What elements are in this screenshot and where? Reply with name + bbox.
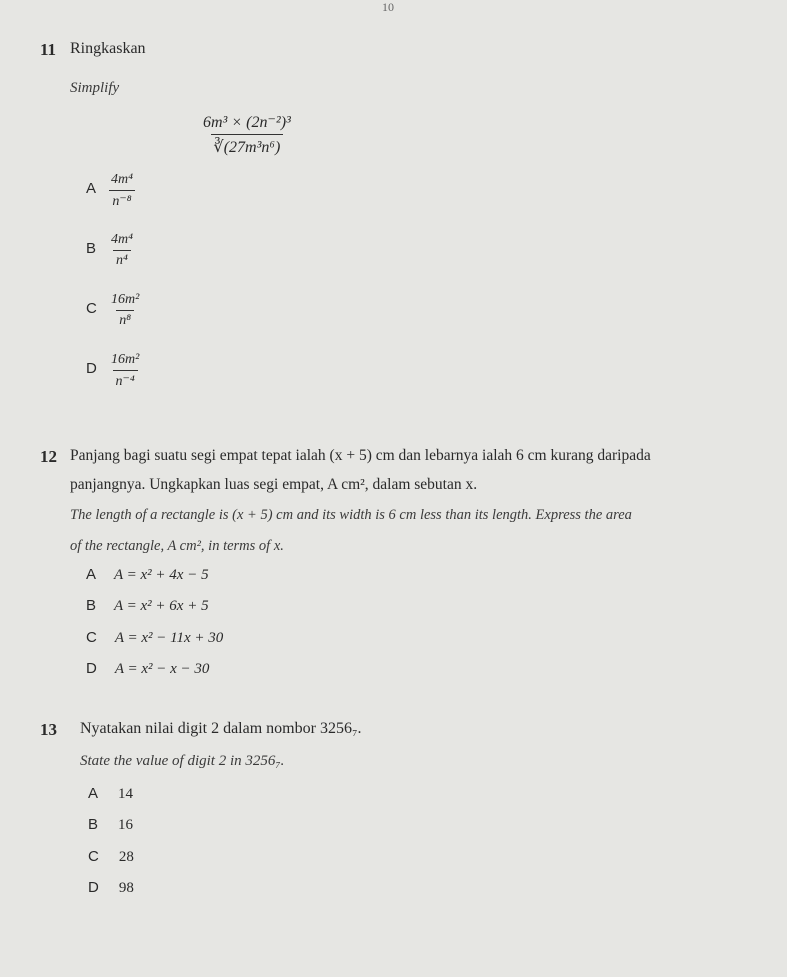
q13-option-d[interactable] (88, 879, 134, 897)
option-text: 14 (118, 786, 134, 802)
option-numerator: 16m² (111, 292, 140, 307)
option-denominator: n⁸ (116, 310, 134, 329)
question-11-english-text: Simplify (70, 80, 120, 96)
option-letter: D (88, 879, 99, 896)
page-number: 10 (382, 0, 394, 14)
option-text: A = x² + 4x − 5 (114, 567, 209, 583)
q12-option-c[interactable] (86, 629, 223, 647)
question-12-malay-line-2: panjangnya. Ungkapkan luas segi empat, A cm², dalam sebutan x. (70, 476, 478, 493)
question-12-english-line-2: of the rectangle, A cm², in terms of x. (70, 538, 284, 554)
question-13-english-text: State the value of digit 2 in 3256₇. (80, 753, 285, 769)
option-letter: B (86, 597, 97, 614)
question-11-malay-text: Ringkaskan (70, 40, 146, 57)
question-11-expression (200, 112, 294, 157)
option-denominator: n⁻⁴ (113, 370, 138, 390)
option-letter: D (86, 360, 97, 377)
q12-option-b[interactable] (86, 597, 209, 615)
option-letter: C (88, 848, 99, 865)
q12-option-d[interactable] (86, 660, 209, 678)
option-numerator: 4m⁴ (111, 232, 133, 247)
question-11-number: 11 (40, 40, 57, 59)
option-letter: A (86, 180, 97, 197)
option-text: A = x² − x − 30 (114, 661, 210, 677)
option-letter: C (86, 300, 97, 317)
option-text: A = x² + 6x + 5 (114, 598, 209, 614)
option-numerator: 16m² (111, 352, 140, 367)
question-12-english-line-1: The length of a rectangle is (x + 5) cm and its width is 6 cm less than its length. Express the area (70, 507, 632, 523)
option-denominator: n⁻⁸ (109, 190, 134, 210)
option-letter: A (88, 785, 99, 802)
q13-option-b[interactable] (88, 816, 133, 834)
q12-option-a[interactable] (86, 566, 209, 584)
question-12-malay-line-1: Panjang bagi suatu segi empat tepat ialah (x + 5) cm dan lebarnya ialah 6 cm kurang daripada (70, 447, 651, 464)
option-text: 16 (118, 817, 134, 833)
q13-option-a[interactable] (88, 785, 133, 803)
option-letter: D (86, 660, 97, 677)
expression-denominator: ∛(27m³n⁶) (211, 134, 284, 157)
option-letter: C (86, 629, 97, 646)
option-text: 28 (118, 849, 134, 865)
expression-numerator: 6m³ × (2n⁻²)³ (203, 114, 291, 131)
option-denominator: n⁴ (113, 250, 131, 269)
option-numerator: 4m⁴ (111, 172, 133, 187)
question-13-malay-text: Nyatakan nilai digit 2 dalam nombor 3256₇. (80, 720, 362, 737)
question-13-number: 13 (40, 720, 57, 739)
option-text: 98 (118, 880, 134, 896)
option-text: A = x² − 11x + 30 (114, 630, 224, 646)
option-letter: B (86, 240, 97, 257)
option-letter: B (88, 816, 99, 833)
q13-option-c[interactable] (88, 848, 134, 866)
question-12-number: 12 (40, 447, 57, 466)
option-letter: A (86, 566, 97, 583)
